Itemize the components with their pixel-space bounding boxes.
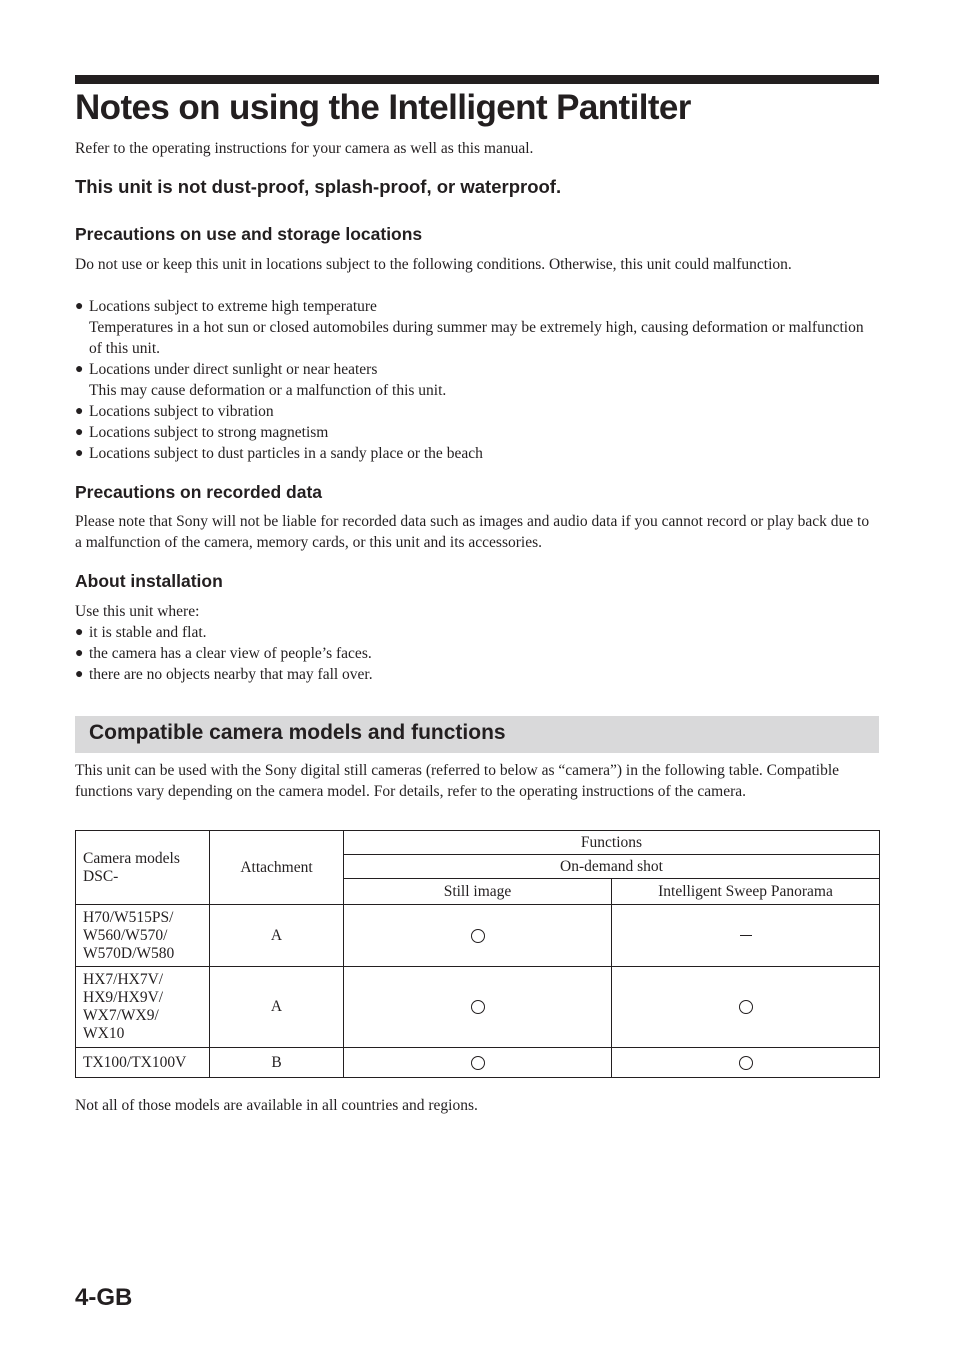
item-detail: Temperatures in a hot sun or closed automobiles during summer may be extremely high, causing deformation or malfunction of this unit. [89, 319, 864, 357]
storage-heading: Precautions on use and storage locations [75, 224, 423, 244]
bullet-icon: ● [75, 404, 84, 419]
header-on-demand: On-demand shot [344, 855, 880, 879]
table-row [76, 1048, 880, 1078]
item-main: Locations subject to extreme high temperature [89, 298, 377, 315]
header-models-line1: Camera models [83, 849, 180, 867]
bullet-icon: ● [75, 299, 84, 314]
item-detail: This may cause deformation or a malfunction of this unit. [89, 382, 447, 399]
models-cell [76, 967, 210, 1048]
footnote-text: Not all of those models are available in all countries and regions. [75, 1097, 478, 1114]
still-cell [344, 1048, 612, 1078]
item-main: Locations subject to vibration [89, 403, 274, 420]
bullet-icon: ● [75, 646, 84, 661]
list-item [75, 643, 879, 664]
title-rule [75, 75, 879, 84]
model-line: HX9/HX9V/ [83, 989, 164, 1006]
models-cell [76, 905, 210, 967]
supported-circle-icon [471, 1056, 485, 1070]
list-item [75, 664, 879, 685]
section-band [75, 716, 879, 753]
header-still: Still image [344, 879, 612, 905]
bullet-icon: ● [75, 446, 84, 461]
compatible-text: This unit can be used with the Sony digital still cameras (referred to below as “camera”) in the following table. Compatible functions vary depending on the camera model. For details, refer to the operating instructions of the camera. [75, 762, 840, 800]
recorded-heading: Precautions on recorded data [75, 482, 323, 502]
header-sweep: Intelligent Sweep Panorama [612, 879, 880, 905]
model-line: TX100/TX100V [83, 1053, 187, 1071]
models-cell [76, 1048, 210, 1078]
list-item [75, 443, 879, 464]
model-line: W570D/W580 [83, 944, 175, 962]
header-models-line2: DSC- [83, 867, 119, 885]
warning-heading: This unit is not dust-proof, splash-proof, or waterproof. [75, 176, 562, 197]
list-item [75, 296, 879, 359]
header-models [76, 831, 210, 905]
model-line: W560/W570/ [83, 926, 168, 944]
item-text: the camera has a clear view of people’s faces. [89, 645, 372, 662]
still-cell [344, 967, 612, 1048]
page-title: Notes on using the Intelligent Pantilter [75, 88, 691, 127]
supported-circle-icon [739, 1000, 753, 1014]
item-main: Locations under direct sunlight or near heaters [89, 361, 378, 378]
compatible-heading: Compatible camera models and functions [89, 721, 506, 744]
storage-text: Do not use or keep this unit in locations subject to the following conditions. Otherwise, this unit could malfunction. [75, 256, 792, 273]
storage-list [75, 296, 879, 464]
intro-text: Refer to the operating instructions for your camera as well as this manual. [75, 140, 534, 157]
list-item [75, 622, 879, 643]
item-main: Locations subject to dust particles in a sandy place or the beach [89, 445, 483, 462]
list-item [75, 422, 879, 443]
model-line: WX10 [83, 1025, 125, 1042]
item-main: Locations subject to strong magnetism [89, 424, 329, 441]
not-supported-dash-icon [740, 935, 752, 936]
bullet-icon: ● [75, 625, 84, 640]
table-row [76, 967, 880, 1048]
attachment-cell: B [210, 1048, 344, 1078]
model-line: WX7/WX9/ [83, 1007, 159, 1024]
installation-text: Use this unit where: [75, 603, 200, 620]
table-row [76, 905, 880, 967]
item-text: it is stable and flat. [89, 624, 207, 641]
supported-circle-icon [739, 1056, 753, 1070]
bullet-icon: ● [75, 362, 84, 377]
still-cell [344, 905, 612, 967]
bullet-icon: ● [75, 425, 84, 440]
page-number: 4-GB [75, 1284, 133, 1311]
list-item [75, 401, 879, 422]
recorded-text: Please note that Sony will not be liable for recorded data such as images and audio data if you cannot record or play back due to a malfunction of the camera, memory cards, or this unit and its accessories. [75, 513, 870, 551]
item-text: there are no objects nearby that may fall over. [89, 666, 373, 683]
header-functions: Functions [344, 831, 880, 855]
header-attachment: Attachment [210, 831, 344, 905]
sweep-cell [612, 967, 880, 1048]
compatibility-table [75, 830, 880, 1078]
attachment-cell: A [210, 967, 344, 1048]
attachment-cell: A [210, 905, 344, 967]
model-line: HX7/HX7V/ [83, 971, 164, 988]
sweep-cell [612, 905, 880, 967]
sweep-cell [612, 1048, 880, 1078]
list-item [75, 359, 879, 401]
bullet-icon: ● [75, 667, 84, 682]
model-line: H70/W515PS/ [83, 908, 174, 926]
supported-circle-icon [471, 1000, 485, 1014]
installation-heading: About installation [75, 571, 223, 591]
supported-circle-icon [471, 929, 485, 943]
installation-list [75, 622, 879, 685]
